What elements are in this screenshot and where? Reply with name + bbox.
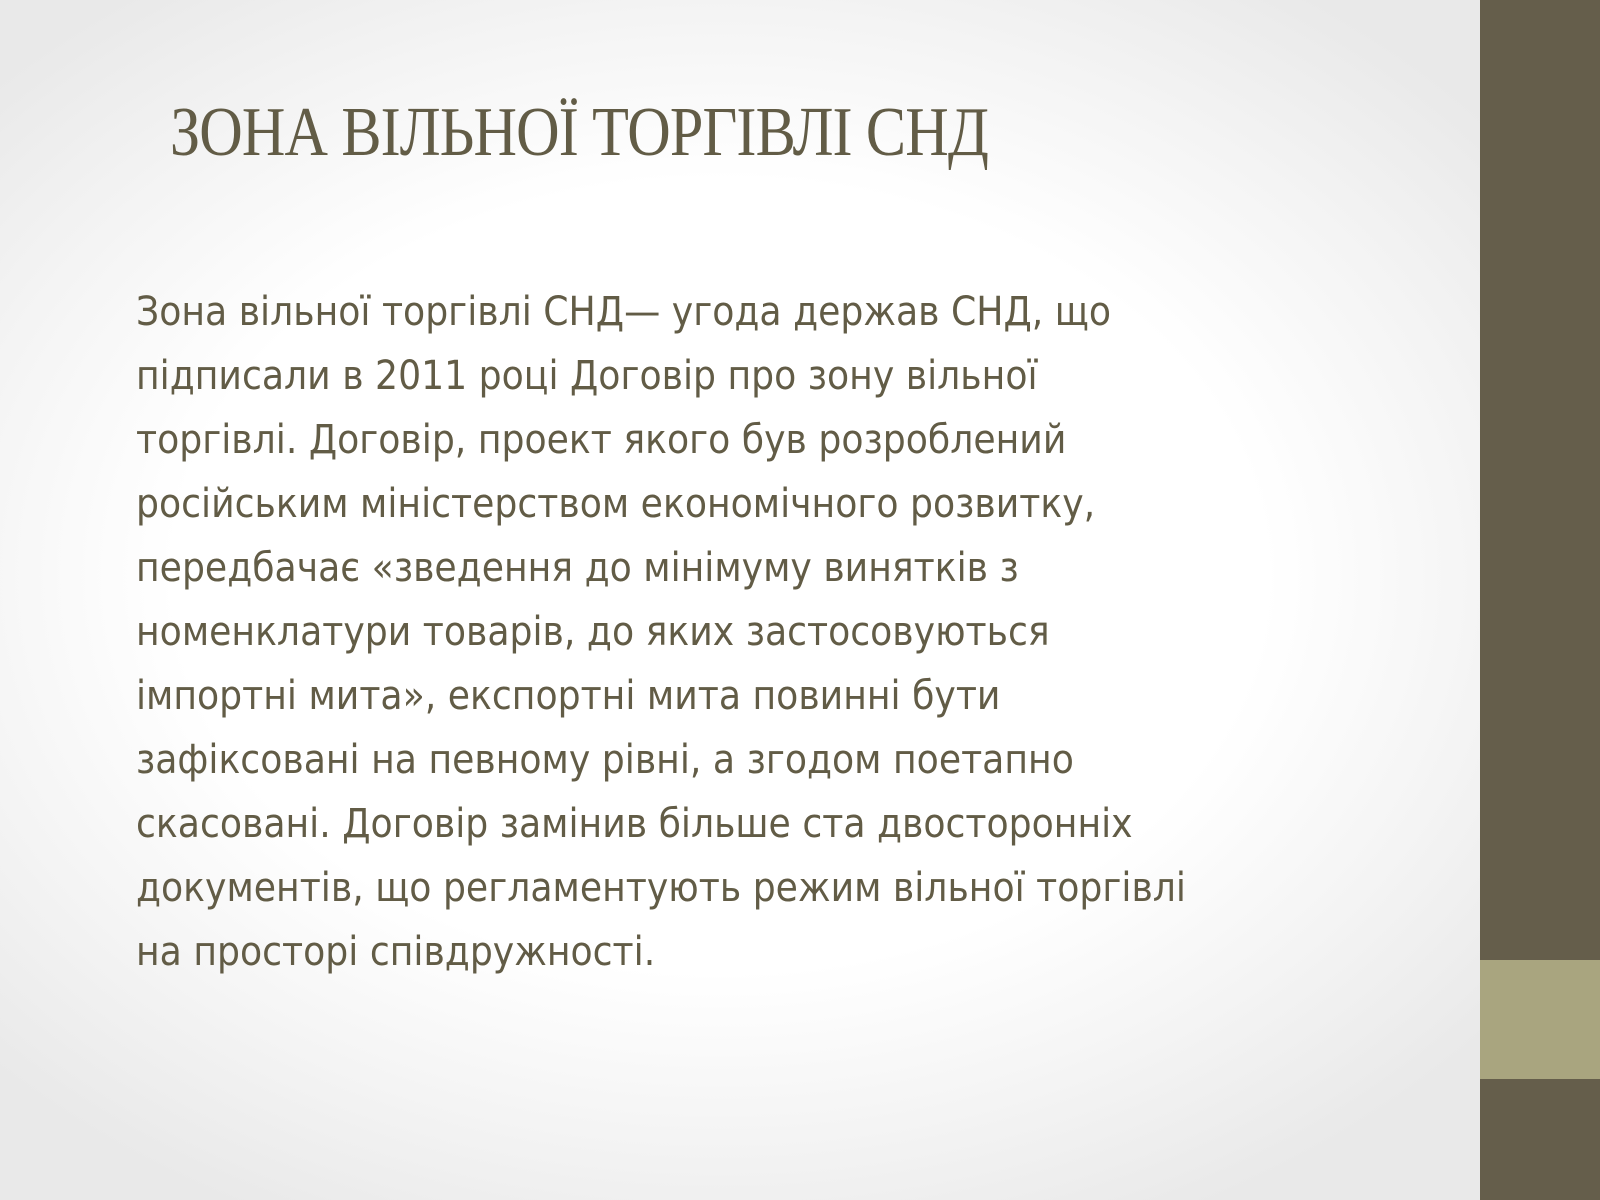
body-text-line: імпортні мита», експортні мита повинні бути xyxy=(136,673,1001,719)
body-text-line: Зона вільної торгівлі СНД— угода держав СНД, що xyxy=(136,289,1112,335)
body-text-line: зафіксовані на певному рівні, а згодом поетапно xyxy=(136,737,1074,783)
body-text-line: документів, що регламентують режим вільної торгівлі xyxy=(136,865,1186,911)
body-text-line: номенклатури товарів, до яких застосовуються xyxy=(136,609,1050,655)
body-text-line: підписали в 2011 році Договір про зону вільної xyxy=(136,353,1038,399)
slide-body-text xyxy=(136,280,1436,984)
slide-title: ЗОНА ВІЛЬНОЇ ТОРГІВЛІ СНД xyxy=(170,94,989,171)
body-text-line: скасовані. Договір замінив більше ста двосторонніх xyxy=(136,801,1133,847)
body-text-line: торгівлі. Договір, проект якого був розроблений xyxy=(136,417,1067,463)
body-text-line: російським міністерством економічного розвитку, xyxy=(136,481,1096,527)
side-decor-accent-block xyxy=(1480,960,1600,1079)
body-text-line: на просторі співдружності. xyxy=(136,929,656,975)
body-text-line: передбачає «зведення до мінімуму винятків з xyxy=(136,545,1019,591)
